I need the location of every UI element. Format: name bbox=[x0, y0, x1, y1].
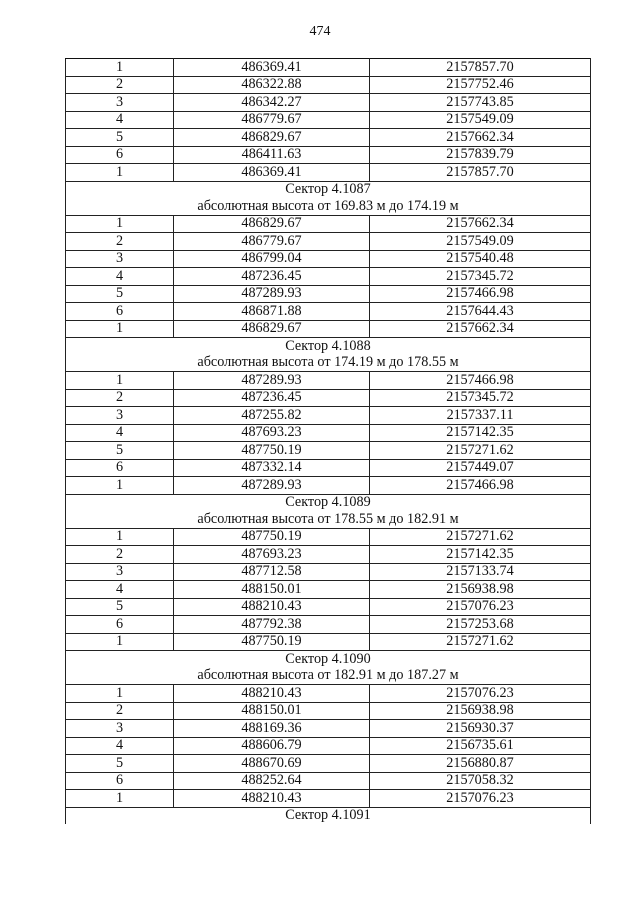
table-row bbox=[66, 702, 591, 720]
coordinate-y: 2157076.23 bbox=[370, 685, 591, 703]
sector-title-row bbox=[66, 494, 591, 511]
coordinate-y: 2157058.32 bbox=[370, 772, 591, 790]
coordinate-y: 2157857.70 bbox=[370, 59, 591, 77]
coordinate-y: 2157271.62 bbox=[370, 442, 591, 460]
coordinate-y: 2157253.68 bbox=[370, 616, 591, 634]
sector-altitude-row bbox=[66, 355, 591, 372]
coordinate-y: 2157540.48 bbox=[370, 250, 591, 268]
coordinates-table bbox=[65, 58, 591, 824]
coordinate-x: 488169.36 bbox=[174, 720, 370, 738]
point-number: 1 bbox=[66, 790, 174, 808]
coordinate-x: 487750.19 bbox=[174, 633, 370, 651]
point-number: 1 bbox=[66, 59, 174, 77]
table-row bbox=[66, 790, 591, 808]
table-row bbox=[66, 164, 591, 182]
coordinate-x: 487289.93 bbox=[174, 477, 370, 495]
table-row bbox=[66, 268, 591, 286]
table-row bbox=[66, 442, 591, 460]
point-number: 4 bbox=[66, 737, 174, 755]
sector-title: Сектор 4.1089 bbox=[66, 494, 591, 511]
point-number: 2 bbox=[66, 702, 174, 720]
point-number: 1 bbox=[66, 685, 174, 703]
table-row bbox=[66, 233, 591, 251]
coordinate-x: 487236.45 bbox=[174, 389, 370, 407]
table-row bbox=[66, 737, 591, 755]
coordinate-y: 2157271.62 bbox=[370, 528, 591, 546]
table-row bbox=[66, 372, 591, 390]
coordinate-y: 2156735.61 bbox=[370, 737, 591, 755]
table-row bbox=[66, 250, 591, 268]
table-row bbox=[66, 616, 591, 634]
coordinate-x: 486829.67 bbox=[174, 215, 370, 233]
coordinate-y: 2156930.37 bbox=[370, 720, 591, 738]
sector-title-row bbox=[66, 338, 591, 355]
point-number: 1 bbox=[66, 372, 174, 390]
coordinate-x: 488210.43 bbox=[174, 598, 370, 616]
sector-title: Сектор 4.1090 bbox=[66, 651, 591, 668]
point-number: 2 bbox=[66, 233, 174, 251]
table-row bbox=[66, 407, 591, 425]
coordinate-y: 2157466.98 bbox=[370, 372, 591, 390]
coordinate-y: 2157142.35 bbox=[370, 424, 591, 442]
table-row bbox=[66, 129, 591, 147]
sector-altitude: абсолютная высота от 169.83 м до 174.19 м bbox=[66, 198, 591, 215]
coordinate-y: 2157743.85 bbox=[370, 94, 591, 112]
coordinate-x: 488150.01 bbox=[174, 581, 370, 599]
table-row bbox=[66, 320, 591, 338]
sector-title: Сектор 4.1091 bbox=[66, 807, 591, 824]
table-row bbox=[66, 755, 591, 773]
table-row bbox=[66, 720, 591, 738]
table-row bbox=[66, 772, 591, 790]
coordinate-x: 487236.45 bbox=[174, 268, 370, 286]
coordinate-x: 486342.27 bbox=[174, 94, 370, 112]
coordinate-y: 2157662.34 bbox=[370, 320, 591, 338]
sector-altitude: абсолютная высота от 182.91 м до 187.27 м bbox=[66, 668, 591, 685]
sector-altitude-row bbox=[66, 511, 591, 528]
point-number: 1 bbox=[66, 320, 174, 338]
point-number: 5 bbox=[66, 598, 174, 616]
table-row bbox=[66, 459, 591, 477]
table-row bbox=[66, 303, 591, 321]
point-number: 5 bbox=[66, 755, 174, 773]
coordinate-x: 488210.43 bbox=[174, 790, 370, 808]
coordinate-x: 486799.04 bbox=[174, 250, 370, 268]
coordinate-x: 487289.93 bbox=[174, 285, 370, 303]
table-row bbox=[66, 94, 591, 112]
coordinate-x: 486779.67 bbox=[174, 111, 370, 129]
table-row bbox=[66, 633, 591, 651]
coordinate-y: 2156880.87 bbox=[370, 755, 591, 773]
point-number: 1 bbox=[66, 477, 174, 495]
coordinate-y: 2157449.07 bbox=[370, 459, 591, 477]
coordinate-x: 487693.23 bbox=[174, 424, 370, 442]
point-number: 1 bbox=[66, 164, 174, 182]
point-number: 6 bbox=[66, 303, 174, 321]
coordinate-y: 2157076.23 bbox=[370, 598, 591, 616]
table-row bbox=[66, 598, 591, 616]
coordinate-x: 487289.93 bbox=[174, 372, 370, 390]
table-row bbox=[66, 424, 591, 442]
table-row bbox=[66, 389, 591, 407]
coordinate-y: 2157133.74 bbox=[370, 563, 591, 581]
coordinate-x: 486871.88 bbox=[174, 303, 370, 321]
sector-altitude-row bbox=[66, 198, 591, 215]
coordinate-x: 487693.23 bbox=[174, 546, 370, 564]
coordinate-x: 488670.69 bbox=[174, 755, 370, 773]
coordinate-x: 487792.38 bbox=[174, 616, 370, 634]
point-number: 6 bbox=[66, 772, 174, 790]
coordinates-table-body bbox=[66, 59, 591, 825]
sector-title-row bbox=[66, 651, 591, 668]
table-row bbox=[66, 285, 591, 303]
table-row bbox=[66, 546, 591, 564]
table-row bbox=[66, 581, 591, 599]
point-number: 6 bbox=[66, 146, 174, 164]
coordinate-x: 486779.67 bbox=[174, 233, 370, 251]
coordinate-y: 2157271.62 bbox=[370, 633, 591, 651]
sector-altitude: абсолютная высота от 178.55 м до 182.91 м bbox=[66, 511, 591, 528]
coordinate-x: 487712.58 bbox=[174, 563, 370, 581]
point-number: 4 bbox=[66, 111, 174, 129]
point-number: 4 bbox=[66, 424, 174, 442]
point-number: 5 bbox=[66, 442, 174, 460]
coordinate-y: 2157466.98 bbox=[370, 285, 591, 303]
coordinate-y: 2157662.34 bbox=[370, 215, 591, 233]
sector-title-row bbox=[66, 807, 591, 824]
coordinate-y: 2157076.23 bbox=[370, 790, 591, 808]
coordinate-x: 486369.41 bbox=[174, 164, 370, 182]
point-number: 4 bbox=[66, 268, 174, 286]
point-number: 1 bbox=[66, 215, 174, 233]
point-number: 5 bbox=[66, 129, 174, 147]
coordinate-y: 2157839.79 bbox=[370, 146, 591, 164]
page-number: 474 bbox=[309, 24, 331, 39]
sector-title: Сектор 4.1087 bbox=[66, 181, 591, 198]
coordinate-x: 486829.67 bbox=[174, 129, 370, 147]
table-row bbox=[66, 111, 591, 129]
point-number: 3 bbox=[66, 720, 174, 738]
point-number: 1 bbox=[66, 633, 174, 651]
coordinate-y: 2157662.34 bbox=[370, 129, 591, 147]
point-number: 2 bbox=[66, 76, 174, 94]
coordinate-y: 2157345.72 bbox=[370, 389, 591, 407]
coordinate-y: 2156938.98 bbox=[370, 702, 591, 720]
point-number: 5 bbox=[66, 285, 174, 303]
coordinate-y: 2157345.72 bbox=[370, 268, 591, 286]
coordinate-y: 2157752.46 bbox=[370, 76, 591, 94]
point-number: 6 bbox=[66, 616, 174, 634]
coordinate-y: 2157857.70 bbox=[370, 164, 591, 182]
sector-altitude-row bbox=[66, 668, 591, 685]
table-row bbox=[66, 146, 591, 164]
coordinate-x: 486829.67 bbox=[174, 320, 370, 338]
point-number: 2 bbox=[66, 546, 174, 564]
coordinate-y: 2157549.09 bbox=[370, 233, 591, 251]
coordinate-x: 487332.14 bbox=[174, 459, 370, 477]
coordinate-x: 486369.41 bbox=[174, 59, 370, 77]
coordinate-x: 488252.64 bbox=[174, 772, 370, 790]
point-number: 4 bbox=[66, 581, 174, 599]
coordinate-x: 487750.19 bbox=[174, 442, 370, 460]
table-row bbox=[66, 59, 591, 77]
point-number: 3 bbox=[66, 250, 174, 268]
table-row bbox=[66, 685, 591, 703]
point-number: 3 bbox=[66, 563, 174, 581]
sector-altitude: абсолютная высота от 174.19 м до 178.55 м bbox=[66, 355, 591, 372]
table-row bbox=[66, 477, 591, 495]
coordinate-x: 487750.19 bbox=[174, 528, 370, 546]
coordinate-x: 486411.63 bbox=[174, 146, 370, 164]
coordinate-x: 488150.01 bbox=[174, 702, 370, 720]
point-number: 3 bbox=[66, 407, 174, 425]
coordinate-y: 2157142.35 bbox=[370, 546, 591, 564]
point-number: 2 bbox=[66, 389, 174, 407]
table-row bbox=[66, 528, 591, 546]
coordinate-y: 2157549.09 bbox=[370, 111, 591, 129]
coordinate-x: 488210.43 bbox=[174, 685, 370, 703]
coordinate-y: 2156938.98 bbox=[370, 581, 591, 599]
table-row bbox=[66, 215, 591, 233]
coordinate-y: 2157337.11 bbox=[370, 407, 591, 425]
point-number: 6 bbox=[66, 459, 174, 477]
table-row bbox=[66, 76, 591, 94]
sector-title: Сектор 4.1088 bbox=[66, 338, 591, 355]
point-number: 3 bbox=[66, 94, 174, 112]
coordinate-x: 487255.82 bbox=[174, 407, 370, 425]
point-number: 1 bbox=[66, 528, 174, 546]
coordinate-y: 2157466.98 bbox=[370, 477, 591, 495]
coordinate-y: 2157644.43 bbox=[370, 303, 591, 321]
coordinate-x: 488606.79 bbox=[174, 737, 370, 755]
coordinate-x: 486322.88 bbox=[174, 76, 370, 94]
table-row bbox=[66, 563, 591, 581]
sector-title-row bbox=[66, 181, 591, 198]
